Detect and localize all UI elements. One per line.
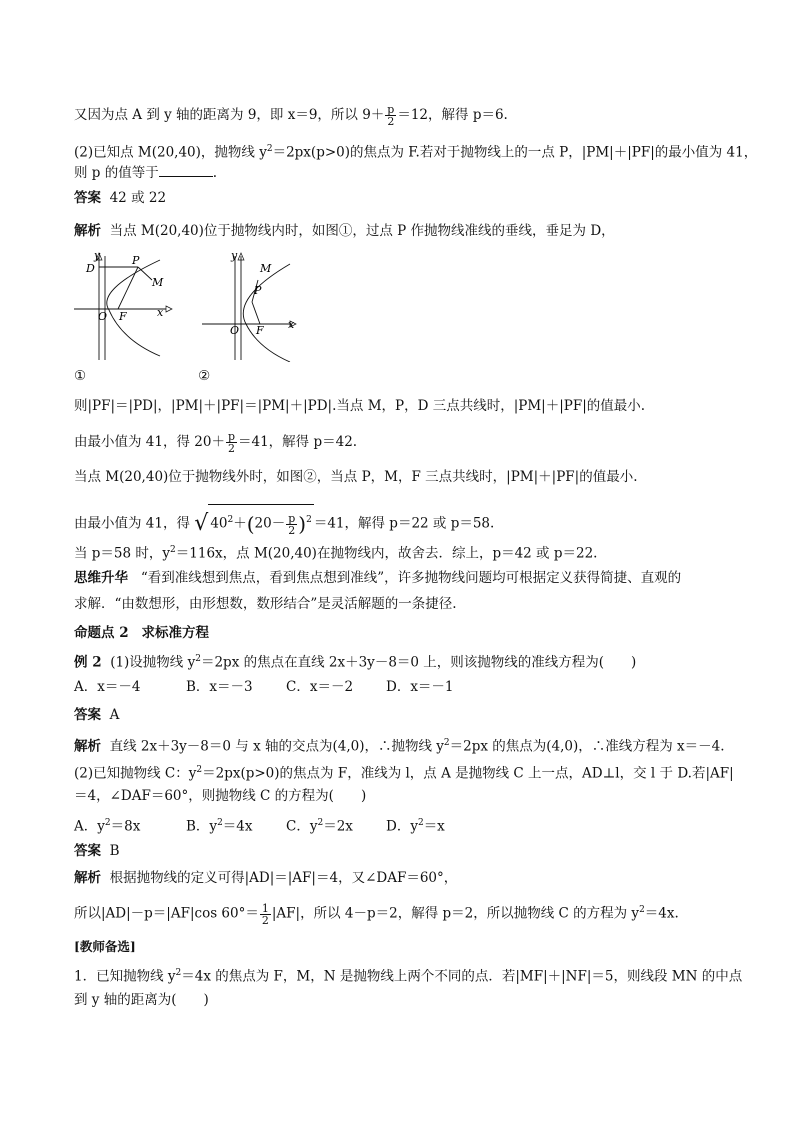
axis-label-x: x [157,306,164,319]
denominator: 2 [288,523,296,537]
answer-value: A [109,707,120,723]
text: 当点 M(20,40)位于抛物线外时，如图②，当点 P，M，F 三点共线时，|PM|＋|PF|的值最小. [74,469,638,485]
text: ＝2x [323,818,353,835]
answer-value: 42 或 22 [109,190,167,206]
paragraph-line-1 [74,104,508,127]
analysis-line-8 [74,868,457,888]
denominator: 2 [261,913,269,927]
text: . [212,165,218,181]
option-c: C．x＝－2 [286,679,354,695]
text: 当 p＝58 时，y [74,545,171,562]
option-d: D．x＝－1 [386,679,454,695]
superscript: 2 [306,515,312,525]
point-label-m: M [260,262,272,275]
superscript: 2 [195,654,201,664]
point-label-p: P [254,284,262,297]
answer-value: B [109,843,120,859]
paren-open: ( [246,512,255,536]
text: ＝2px(p>0)的焦点为 F，准线为 l，点 A 是抛物线 C 上一点，AD⊥l，交 l 于 D.若|AF| [202,765,734,782]
text: (2)已知抛物线 C：y [74,765,197,782]
figure-1-parabola [74,250,174,362]
numerator: p [288,511,296,525]
text: D．y [386,818,418,835]
denominator: 2 [387,115,395,128]
text: 到 y 轴的距离为( ) [74,992,209,1008]
text: 直线 2x＋3y－8＝0 与 x 轴的交点为(4,0)，∴抛物线 y [109,738,444,755]
analysis-line-7 [74,733,725,757]
analysis-line-5 [74,504,494,539]
text: ＝116x，点 M(20,40)在抛物线内，故舍去．综上，p＝42 或 p＝22. [175,545,598,562]
question-2-line-2 [74,163,217,183]
text: ＝12，解得 p＝6. [397,107,508,123]
text: ＝x [423,818,445,835]
text: 由最小值为 41，得 20＋ [74,434,225,450]
text: (1)设抛物线 y [110,654,196,671]
figure-labels [74,366,210,386]
example-2-options [74,677,486,697]
text: 1．已知抛物线 y [74,968,176,985]
text: “看到准线想到焦点，看到焦点想到准线”，许多抛物线问题均可根据定义获得简捷、直观的 [140,570,682,586]
analysis-line-6 [74,540,597,564]
text: ＝4，∠DAF＝60°，则抛物线 C 的方程为( ) [74,788,367,804]
text: 则 p 的值等于 [74,165,159,181]
teacher-question-line-2 [74,990,209,1010]
option-a: A．x＝－4 [74,679,141,695]
point-label-f: F [256,324,264,337]
numerator: 1 [261,901,269,915]
analysis-line-2 [74,396,645,416]
superscript: 2 [227,515,234,525]
numerator: p [227,430,235,443]
answer-line-2 [74,705,119,725]
point-label-p: P [132,254,140,267]
section-title: 求标准方程 [141,625,209,641]
analysis-line-4 [74,467,638,487]
section-heading [74,623,209,643]
fraction [385,104,396,127]
superscript: 2 [266,144,273,154]
analysis-label: 解析 [74,870,101,886]
point-label-m: M [152,276,164,289]
text: 根据抛物线的定义可得|AD|＝|AF|＝4，又∠DAF＝60°， [109,870,458,886]
text: A．y [74,818,105,835]
text: 20－ [254,515,286,532]
text: |AF|，所以 4－p＝2，解得 p＝2，所以抛物线 C 的方程为 y [271,905,640,922]
question-2-line-1 [74,139,757,163]
text: 所以|AD|－p＝|AF|cos 60°＝ [74,905,259,922]
text: ＋ [233,515,247,532]
superscript: 2 [417,818,424,828]
point-label-o: O [230,324,240,337]
answer-line [74,188,166,208]
fraction [260,903,271,926]
axis-label-y: y [231,250,238,262]
text: ＝2px 的焦点为(4,0)，∴准线方程为 x＝－4. [449,738,725,755]
sqrt-content [208,504,314,539]
text: ＝4x 的焦点为 F，M，N 是抛物线上两个不同的点．若|MF|＋|NF|＝5，则线段 MN 的中点 [181,968,743,985]
text: 40 [210,515,228,532]
figure-1-label: ① [74,368,87,384]
superscript: 2 [639,905,645,915]
option-b: B．x＝－3 [186,679,253,695]
text: ＝41，解得 p＝22 或 p＝58. [313,515,495,532]
sqrt-sign: √ [194,511,209,536]
text: 当点 M(20,40)位于抛物线内时，如图①，过点 P 作抛物线准线的垂线，垂足为 D， [109,223,615,239]
summary-line-1 [74,568,681,588]
text: C．y [286,818,318,835]
text: 求解．“由数想形，由形想数，数形结合”是灵活解题的一条捷径. [74,596,457,612]
analysis-label: 解析 [74,738,101,755]
answer-label: 答案 [74,843,101,859]
teacher-note-heading [74,937,136,957]
text: ＝2px(p>0)的焦点为 F.若对于抛物线上的一点 P，|PM|＋|PF|的最小值为 41， [272,144,758,161]
denominator: 2 [227,442,235,455]
analysis-line-3 [74,431,357,454]
superscript: 2 [317,818,324,828]
text: 则|PF|＝|PD|，|PM|＋|PF|＝|PM|＋|PD|.当点 M，P，D 三点共线时，|PM|＋|PF|的值最小. [74,398,646,414]
axis-label-y: y [94,250,101,262]
text: B．y [186,818,218,835]
numerator: p [387,103,395,116]
superscript: 2 [217,818,223,828]
analysis-line [74,221,615,241]
text: ＝4x. [644,905,679,922]
analysis-line-9 [74,900,679,926]
point-label-o: O [98,310,108,323]
answer-label: 答案 [74,707,101,723]
superscript: 2 [170,545,176,555]
superscript: 2 [175,968,182,978]
superscript: 2 [104,818,111,828]
fraction [286,513,297,536]
summary-label: 思维升华 [74,570,128,586]
superscript: 2 [443,738,450,748]
text: ＝4x [222,818,253,835]
question-22-line-2 [74,786,366,806]
figure-2-parabola [202,250,302,362]
text: (2)已知点 M(20,40)，抛物线 y [74,144,267,161]
paren-close: ) [298,512,307,536]
answer-label: 答案 [74,190,101,206]
text: 又因为点 A 到 y 轴的距离为 9，即 x＝9，所以 9＋ [74,107,385,123]
option-a [74,813,186,837]
option-b [186,813,286,837]
example-label: 例 2 [74,654,102,671]
section-number: 命题点 2 [74,625,129,641]
text: ＝41，解得 p＝42. [238,434,358,450]
question-22-line-1 [74,760,734,784]
text: ＝2px 的焦点在直线 2x＋3y－8＝0 上，则该抛物线的准线方程为( ) [200,654,637,671]
answer-blank [159,164,213,177]
option-c [286,813,386,837]
point-label-f: F [119,310,127,323]
analysis-label: 解析 [74,223,101,239]
example-2-line [74,649,636,673]
text: ＝8x [110,818,141,835]
example-22-options [74,813,486,837]
text: 由最小值为 41，得 [74,515,190,532]
figure-2-label: ② [198,368,211,384]
teacher-question-line-1 [74,963,742,987]
summary-line-2 [74,594,457,614]
superscript: 2 [196,765,203,775]
option-d [386,813,486,837]
fraction [226,431,237,454]
axis-label-x: x [288,318,295,331]
point-label-d: D [86,262,95,275]
teacher-label: [教师备选] [74,939,136,954]
answer-line-3 [74,841,120,861]
